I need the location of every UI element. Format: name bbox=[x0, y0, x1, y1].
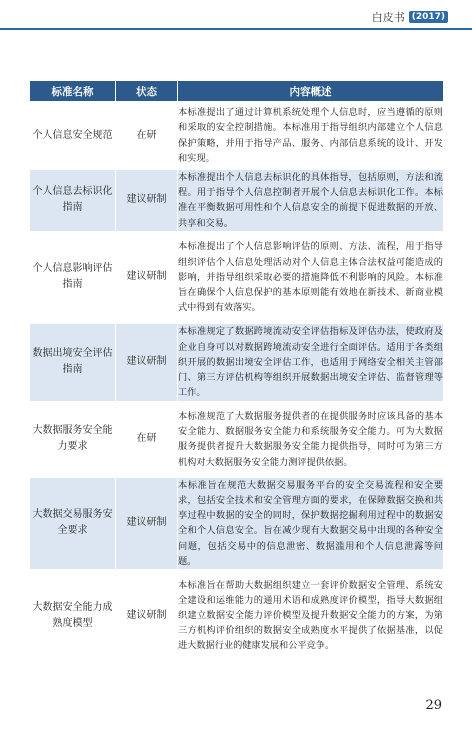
standard-name: 大数据安全能力成熟度模型 bbox=[30, 570, 116, 662]
table-row bbox=[30, 477, 444, 569]
standard-description: 本标准旨在规范大数据交易服务平台的安全交易流程和安全要求，包括安全技术和安全管理方面的要求，在保障数据交换和共享过程中数据的安全的同时，保护数据挖掘利用过程中的数据安全和个人信息安全。旨在减少现有大数据交易中出现的各种安全问题，包括交易中的信息泄密、数据滥用和个人信息泄露等问题。 bbox=[178, 477, 444, 569]
standard-status: 建议研制 bbox=[116, 477, 178, 569]
standard-description: 本标准提出个人信息去标识化的具体指导，包括原则，方法和流程。用于指导个人信息控制者开展个人信息去标识化工作。本标准在平衡数据可用性和个人信息安全的前提下促进数据的开放、共享和交易。 bbox=[178, 170, 444, 232]
standards-table bbox=[29, 80, 444, 662]
column-header-description: 内容概述 bbox=[178, 81, 444, 102]
standard-name: 大数据交易服务安全要求 bbox=[30, 477, 116, 569]
standard-status: 在研 bbox=[116, 102, 178, 170]
table-row bbox=[30, 231, 444, 323]
page-number: 29 bbox=[425, 698, 442, 713]
header-rule bbox=[0, 28, 472, 30]
standard-status: 建议研制 bbox=[116, 570, 178, 662]
standard-status: 建议研制 bbox=[116, 231, 178, 323]
standard-name: 个人信息影响评估指南 bbox=[30, 231, 116, 323]
standard-description: 本标准规范了大数据服务提供者的在提供服务时应该具备的基本安全能力、数据服务安全能力和系统服务安全能力。可为大数据服务提供者提升大数据服务安全能力提供指导，同时可为第三方机构对大数据服务安全能力测评提供依据。 bbox=[178, 401, 444, 477]
standard-status: 建议研制 bbox=[116, 170, 178, 232]
table-row bbox=[30, 102, 444, 170]
header-title: 白皮书 bbox=[371, 11, 405, 24]
table-header-row bbox=[30, 81, 444, 102]
page-header bbox=[372, 8, 448, 26]
table-row bbox=[30, 323, 444, 401]
standard-description: 本标准规定了数据跨境流动安全评估指标及评估办法，使政府及企业自身可以对数据跨境流动安全进行全面评估。适用于各类组织开展的数据出境安全评估工作，也适用于网络安全相关主管部门、第三方评估机构等组织开展数据出境安全评估、监督管理等工作。 bbox=[178, 323, 444, 401]
year-badge: (2017) bbox=[409, 11, 448, 23]
standard-name: 数据出境安全评估指南 bbox=[30, 323, 116, 401]
table-row bbox=[30, 401, 444, 477]
standard-name: 个人信息安全规范 bbox=[30, 102, 116, 170]
standard-status: 建议研制 bbox=[116, 323, 178, 401]
table-row bbox=[30, 170, 444, 232]
standard-description: 本标准提出了个人信息影响评估的原则、方法、流程，用于指导组织评估个人信息处理活动对个人信息主体合法权益可能造成的影响，并指导组织采取必要的措施降低不利影响的风险。本标准旨在确保个人信息保护的基本原则能有效地在新技术、新商业模式中得到有效落实。 bbox=[178, 231, 444, 323]
standard-description: 本标准旨在帮助大数据组织建立一套评价数据安全管理、系统安全建设和运维能力的通用术语和成熟度评价模型，指导大数据组织建立数据安全能力评价模型及提升数据安全能力的方案，为第三方机构评价组织的数据安全成熟度水平提供了依据基准，以促进大数据行业的健康发展和公平竞争。 bbox=[178, 570, 444, 662]
standard-name: 个人信息去标识化指南 bbox=[30, 170, 116, 232]
standard-status: 在研 bbox=[116, 401, 178, 477]
table-row bbox=[30, 570, 444, 662]
standard-name: 大数据服务安全能力要求 bbox=[30, 401, 116, 477]
column-header-name: 标准名称 bbox=[30, 81, 116, 102]
standard-description: 本标准提出了通过计算机系统处理个人信息时，应当遵循的原则和采取的安全控制措施。本标准用于指导组织内部建立个人信息保护策略，并用于指导产品、服务、内部信息系统的设计、开发和实现。 bbox=[178, 102, 444, 170]
column-header-status: 状态 bbox=[116, 81, 178, 102]
